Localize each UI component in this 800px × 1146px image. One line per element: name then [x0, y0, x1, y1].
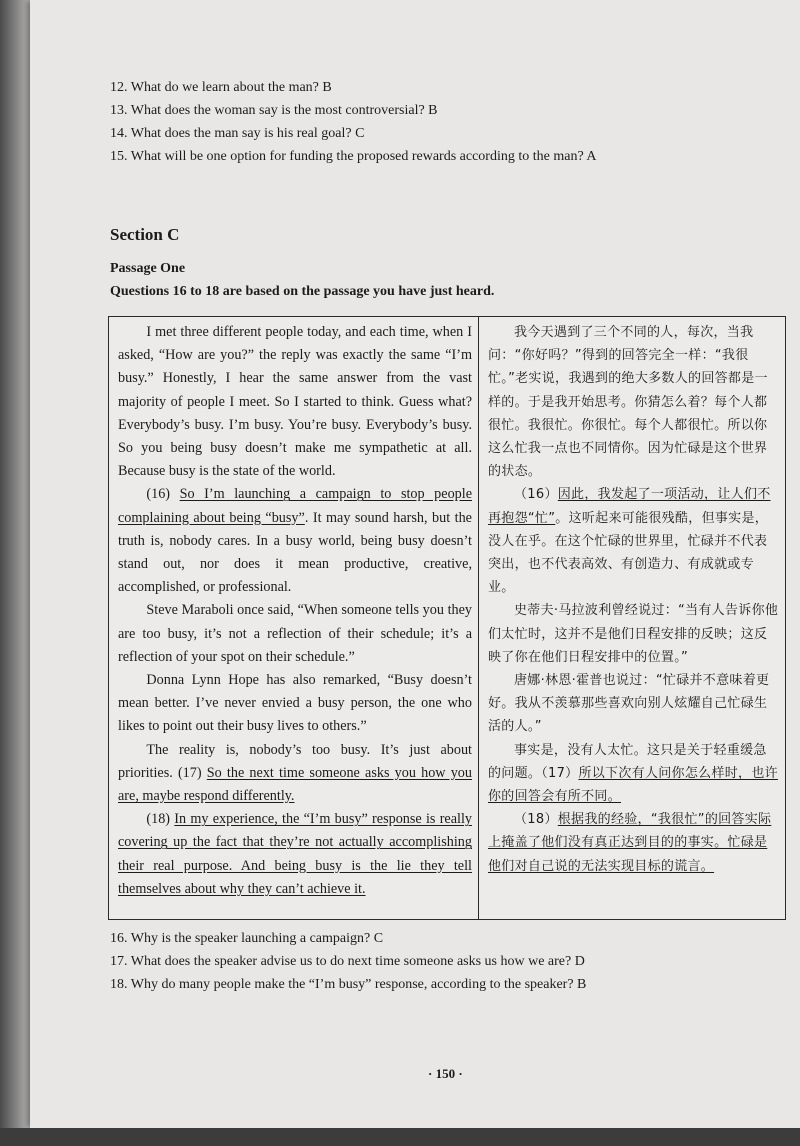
- en-paragraph-2-rest: . It may sound harsh, but the truth is, nobody cares. In a busy world, being busy doesn’t stand out, nor does it mean productive, creative, accomplished, or professional.: [118, 509, 472, 596]
- en-paragraph-1: I met three different people today, and each time, when I asked, “How are you?” the reply was exactly the same “I’m busy.” Honestly, I hear the same answer from the vast majority of people I meet. So I started to think. Guess what? Everybody’s busy. I’m busy. You’re busy. Everybody’s busy. So you being busy doesn’t make me sympathetic at all. Because busy is the state of the world.: [118, 324, 472, 480]
- page-bottom-shadow: [0, 1128, 800, 1146]
- passage-intro: Questions 16 to 18 are based on the passage you have just heard.: [110, 284, 495, 299]
- en-answer-16-number: (16): [146, 486, 180, 503]
- section-title: Section C: [110, 225, 180, 244]
- question-13: 13. What does the woman say is the most controversial? B: [110, 103, 438, 118]
- en-paragraph-5: [118, 739, 472, 809]
- en-answer-18-text: In my experience, the “I’m busy” response is really covering up the fact that they’re not actually accomplishing their real purpose. And being busy is the lie they tell themselves about why they can’t achieve it.: [118, 811, 472, 897]
- zh-answer-17-number: （17）: [541, 765, 579, 781]
- en-paragraph-6: [118, 808, 472, 901]
- english-column: [109, 317, 479, 919]
- zh-answer-17-text: 所以下次有人问你怎么样时，也许你的回答会有所不同。: [488, 765, 778, 805]
- zh-answer-16-number: （16）: [514, 487, 558, 503]
- en-paragraph-3: Steve Maraboli once said, “When someone tells you they are too busy, it’s not a reflection of their schedule; it’s a reflection of your spot on their schedule.”: [118, 602, 472, 665]
- passage-table: [108, 316, 786, 920]
- en-paragraph-5-pre: The reality is, nobody’s too busy. It’s just about priorities.: [118, 741, 472, 781]
- zh-paragraph-2-rest: 。这听起来可能很残酷，但事实是，没人在乎。在这个忙碌的世界里，忙碌并不代表突出，也不代表高效、有创造力、有成就或专业。: [488, 510, 769, 596]
- zh-answer-18-text: 根据我的经验，“我很忙”的回答实际上掩盖了他们没有真正达到目的的事实。忙碌是他们对自己说的无法实现目标的谎言。: [488, 812, 772, 874]
- question-14: 14. What does the man say is his real goal? C: [110, 126, 365, 141]
- en-answer-16-text: So I’m launching a campaign to stop people complaining about being “busy”: [118, 486, 472, 526]
- zh-answer-16-text: 因此，我发起了一项活动，让人们不再抱怨“忙”: [488, 487, 771, 526]
- en-answer-17-text: So the next time someone asks you how you are, maybe respond differently.: [118, 764, 472, 805]
- question-15: 15. What will be one option for funding the proposed rewards according to the man? A: [110, 149, 597, 164]
- zh-paragraph-4: 唐娜·林恩·霍普也说过：“忙碌并不意味着更好。我从不羡慕那些喜欢向别人炫耀自己忙碌生活的人。”: [488, 673, 770, 735]
- zh-paragraph-2: [488, 483, 779, 599]
- question-list-top: [110, 76, 800, 168]
- book-page: [30, 0, 800, 1128]
- en-paragraph-2: [118, 483, 472, 599]
- page-number: · 150 ·: [428, 1066, 463, 1081]
- zh-paragraph-6: [488, 808, 779, 878]
- en-answer-18-number: (18): [146, 811, 175, 828]
- zh-answer-18-number: （18）: [514, 812, 558, 828]
- question-16: 16. Why is the speaker launching a campaign? C: [110, 931, 384, 946]
- chinese-column: [479, 317, 785, 919]
- question-list-bottom: [110, 927, 800, 996]
- zh-paragraph-5: [488, 739, 779, 809]
- question-12: 12. What do we learn about the man? B: [110, 80, 332, 95]
- zh-paragraph-1: 我今天遇到了三个不同的人，每次，当我问：“你好吗？”得到的回答完全一样：“我很忙。”老实说，我遇到的绝大多数人的回答都是一样的。于是我开始思考。你猜怎么着？每个人都很忙。我很忙。你很忙。每个人都很忙。所以你这么忙我一点也不同情你。因为忙碌是这个世界的状态。: [488, 325, 768, 480]
- zh-paragraph-5-pre: 事实是，没有人太忙。这只是关于轻重缓急的问题。: [488, 742, 767, 781]
- book-spine-edge: [0, 0, 30, 1146]
- zh-paragraph-3: 史蒂夫·马拉波利曾经说过：“当有人告诉你他们太忙时，这并不是他们日程安排的反映；这反映了你在他们日程安排中的位置。”: [488, 603, 779, 665]
- en-paragraph-4: Donna Lynn Hope has also remarked, “Busy doesn’t mean better. I’ve never envied a busy person, the one who likes to point out their busy lives to others.”: [118, 672, 472, 735]
- question-17: 17. What does the speaker advise us to do next time someone asks us how we are? D: [110, 954, 585, 969]
- passage-title: Passage One: [110, 261, 186, 276]
- en-answer-17-number: (17): [177, 764, 207, 781]
- question-18: 18. Why do many people make the “I’m busy” response, according to the speaker? B: [110, 977, 587, 992]
